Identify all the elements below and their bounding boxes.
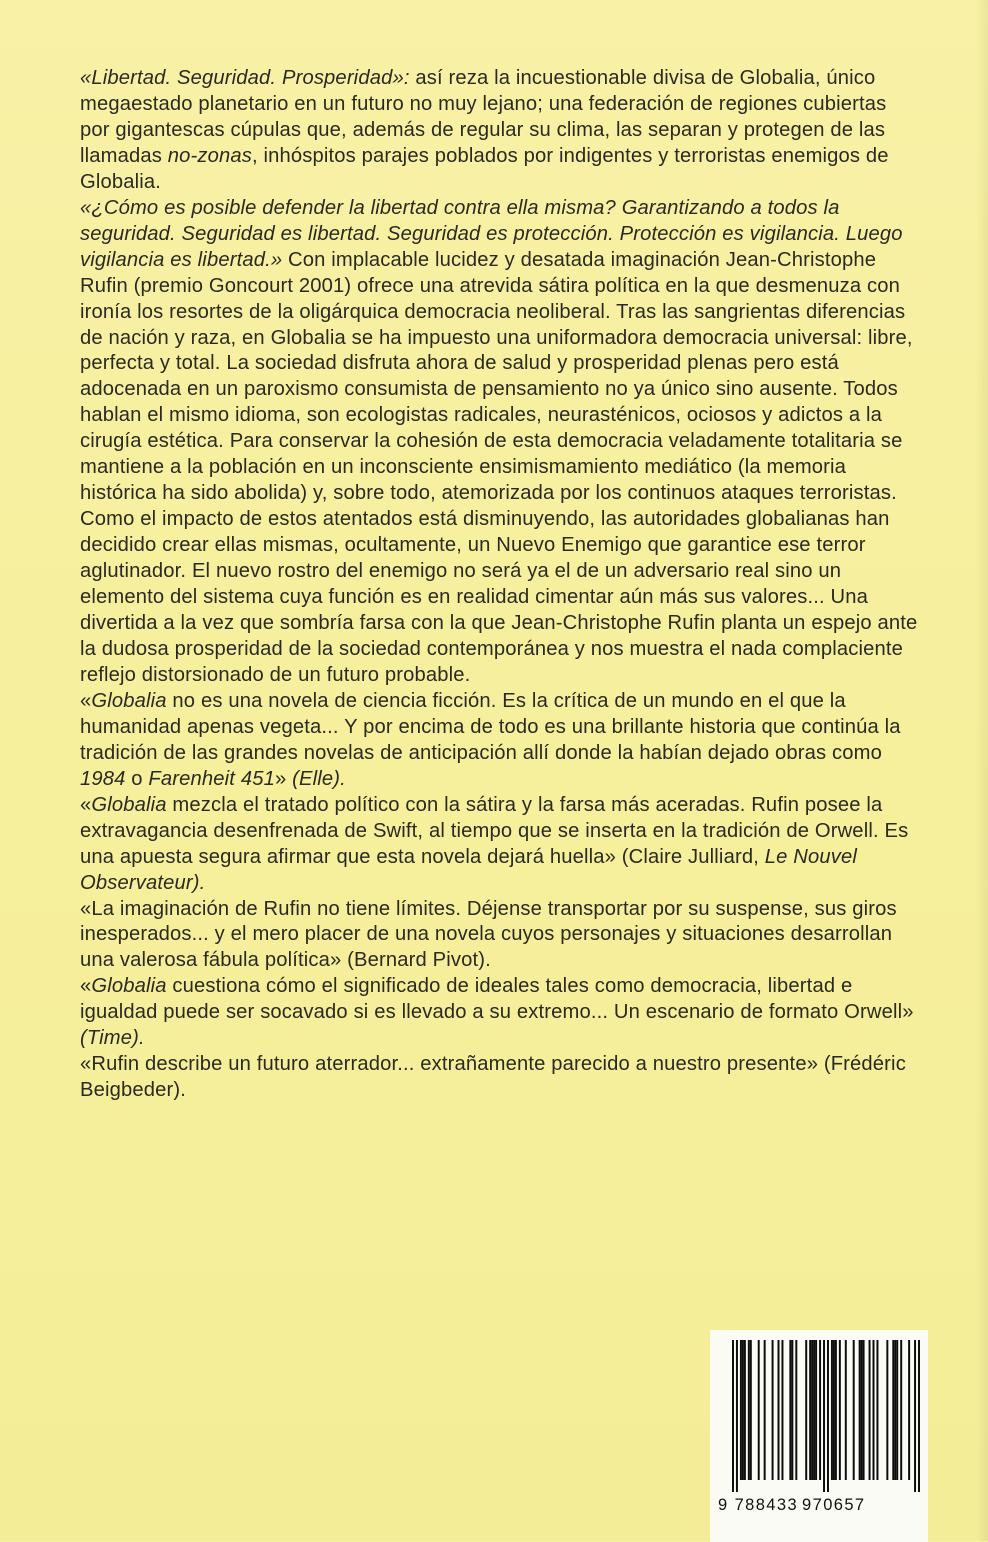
cover-edge-shadow	[976, 0, 988, 1541]
barcode-bar	[789, 1340, 791, 1480]
barcode-bar	[819, 1340, 821, 1480]
barcode-left-digits: 788433	[734, 1496, 799, 1514]
barcode-bar	[845, 1340, 847, 1480]
barcode-bar	[886, 1340, 888, 1480]
barcode-bars	[732, 1340, 920, 1492]
barcode-bar	[876, 1340, 878, 1480]
barcode-bar	[835, 1340, 837, 1480]
book-title-farenheit: Farenheit 451	[148, 767, 275, 790]
review-elle: «Globalia no es una novela de ciencia ficción. Es la crítica de un mundo en el que la humanidad apenas vegeta... Y por encima de todo es una brillante historia que continúa la tradición de las grandes novelas de anticipación allí donde la habían dejado obras como 1984 o Farenheit 451» (Elle).	[80, 689, 901, 790]
review-pivot: «La imaginación de Rufin no tiene límites. Déjense transportar por su suspense, sus giros inesperados... y el mero placer de una novela cuyos personajes y situaciones desarrollan una valerosa fábula política» (Bernard Pivot).	[80, 897, 897, 972]
barcode-bar	[863, 1340, 865, 1480]
barcode-bar	[809, 1340, 811, 1480]
barcode-bar	[764, 1340, 766, 1480]
barcode-bar	[811, 1340, 813, 1480]
barcode-bar	[908, 1340, 910, 1480]
barcode-bar	[918, 1340, 920, 1492]
barcode-bar	[742, 1340, 744, 1480]
barcode-bar	[873, 1340, 875, 1480]
barcode-bar	[894, 1340, 896, 1480]
barcode-bar	[869, 1340, 871, 1480]
book-title: Globalia	[91, 689, 167, 712]
review-nouvel-observateur: «Globalia mezcla el tratado político con la sátira y la farsa más aceradas. Rufin posee la extravagancia desenfrenada de Swift, al tiempo que se inserta en la tradición de Orwell. Es una apuesta segura afirmar que esta novela dejará huella» (Claire Julliard, Le Nouvel Observateur).	[80, 793, 909, 894]
motto-quote: «Libertad. Seguridad. Prosperidad»:	[80, 67, 410, 89]
barcode-bar	[896, 1340, 898, 1480]
barcode-bar	[772, 1340, 774, 1480]
barcode-bar	[740, 1340, 742, 1480]
barcode-bar	[758, 1340, 760, 1480]
barcode-bar	[833, 1340, 835, 1480]
barcode-bar	[823, 1340, 825, 1492]
barcode-bar	[900, 1340, 902, 1480]
review-beigbeder: «Rufin describe un futuro aterrador... extrañamente parecido a nuestro presente» (Frédéric Beigbeder).	[80, 1053, 906, 1102]
barcode-bar	[861, 1340, 863, 1480]
barcode-bar	[781, 1340, 783, 1480]
barcode-first-digit: 9	[718, 1496, 729, 1514]
book-title-1984: 1984	[80, 767, 126, 790]
barcode-bar	[750, 1340, 752, 1480]
barcode-bar	[744, 1340, 746, 1480]
review-source: Le Nouvel Observateur).	[80, 845, 857, 894]
barcode-bar	[853, 1340, 855, 1480]
barcode-bar	[778, 1340, 780, 1480]
barcode-bar	[839, 1340, 841, 1480]
blurb-paragraph-synopsis: «¿Cómo es posible defender la libertad contra ella misma? Garantizando a todos la seguridad. Seguridad es libertad. Seguridad es protección. Protección es vigilancia. Luego vigilancia es libertad.» Con implacable lucidez y desatada imaginación Jean-Christophe Rufin (premio Goncourt 2001) ofrece una atrevida sátira política en la que desmenuza con ironía los resortes de la oligárquica democracia neoliberal. Tras las sangrientas diferencias de nación y raza, en Globalia se ha impuesto una uniformadora democracia universal: libre, perfecta y total. La sociedad disfruta ahora de salud y prosperidad plenas pero está adocenada en un paroxismo consumista de pensamiento no ya único sino ausente. Todos hablan el mismo idioma, son ecologistas radicales, neurasténicos, ociosos y adictos a la cirugía estética. Para conservar la cohesión de esta democracia veladamente totalitaria se mantiene a la población en un inconsciente ensimismamiento mediático (la memoria histórica ha sido abolida) y, sobre todo, atemorizada por los continuos ataques terroristas. Como el impacto de estos atentados está disminuyendo, las autoridades globalianas han decidido crear ellas mismas, ocultamente, un Nuevo Enemigo que garantice ese terror aglutinador. El nuevo rostro del enemigo no será ya el de un adversario real sino un elemento del sistema cuya función es en realidad cimentar aún más sus valores... Una divertida a la vez que sombría farsa con la que Jean-Christophe Rufin planta un espejo ante la dudosa prosperidad de la sociedad contemporánea y nos muestra el nada complaciente reflejo distorsionado de un futuro probable.	[80, 196, 918, 686]
review-source: (Elle).	[292, 767, 346, 790]
barcode-bar	[805, 1340, 807, 1480]
barcode-bar	[892, 1340, 894, 1480]
barcode-bar	[827, 1340, 829, 1492]
barcode-bar	[795, 1340, 797, 1480]
review-source: (Time).	[80, 1027, 145, 1050]
term-no-zonas: no-zonas	[167, 144, 252, 167]
barcode-bar	[748, 1340, 750, 1480]
book-title: Globalia	[91, 793, 167, 816]
review-time: «Globalia cuestiona cómo el significado de ideales tales como democracia, libertad e igualdad puede ser socavado si es llevado a su extremo... Un escenario de formato Orwell» (Time).	[80, 975, 914, 1050]
barcode-bar	[736, 1340, 738, 1492]
barcode-bar	[914, 1340, 916, 1492]
barcode-bar	[732, 1340, 734, 1492]
book-title: Globalia	[91, 975, 167, 998]
barcode-bar	[831, 1340, 833, 1480]
barcode-bar	[791, 1340, 793, 1480]
synopsis-quote: «¿Cómo es posible defender la libertad contra ella misma? Garantizando a todos la seguridad. Seguridad es libertad. Seguridad es protección. Protección es vigilancia. Luego vigilancia es libertad.»	[80, 196, 903, 271]
blurb-text	[80, 66, 920, 1104]
blurb-paragraph-intro: «Libertad. Seguridad. Prosperidad»: así reza la incuestionable divisa de Globalia, único megaestado planetario en un futuro no muy lejano; una federación de regiones cubiertas por gigantescas cúpulas que, además de regular su clima, las separan y protegen de las llamadas no-zonas, inhóspitos parajes poblados por indigentes y terroristas enemigos de Globalia.	[80, 67, 889, 193]
barcode-bar	[813, 1340, 815, 1480]
barcode-bar	[815, 1340, 817, 1480]
barcode-right-digits: 970657	[802, 1496, 866, 1514]
isbn-barcode	[710, 1330, 928, 1542]
barcode-bar	[859, 1340, 861, 1480]
barcode-digits	[718, 1496, 924, 1515]
